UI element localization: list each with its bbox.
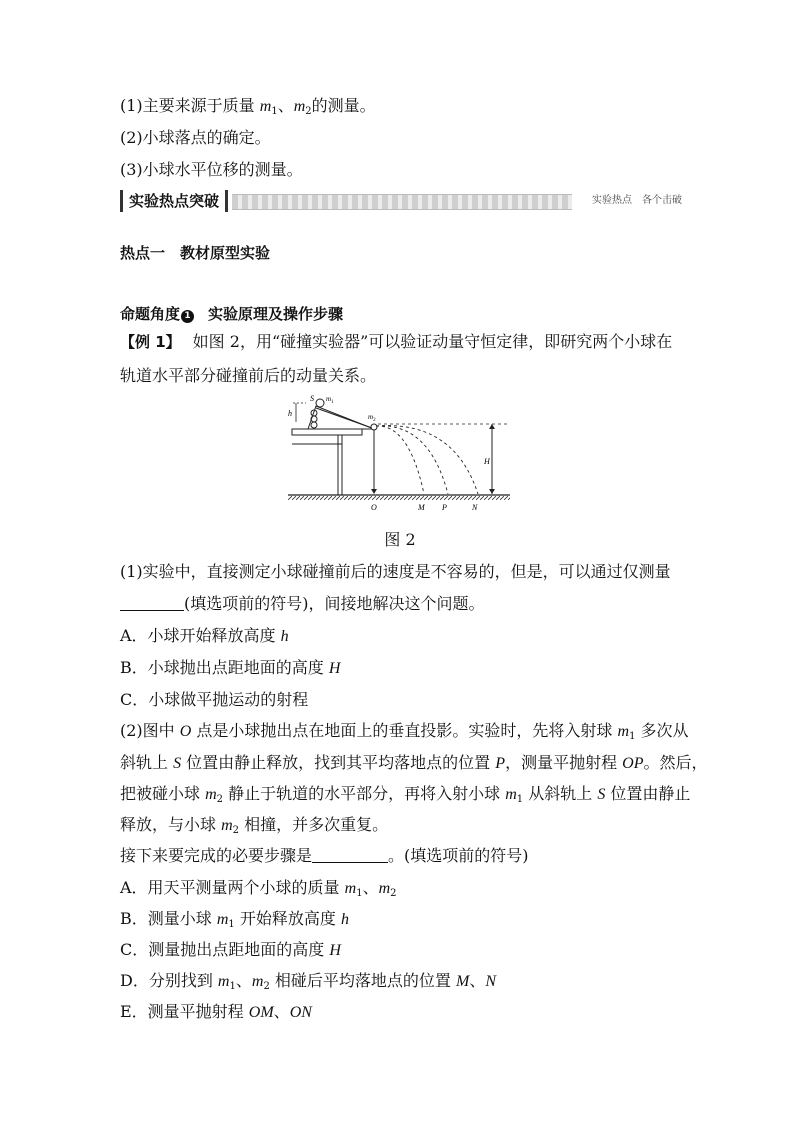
- label-H: H: [484, 457, 490, 466]
- sub: 1: [228, 919, 235, 930]
- var-m: m: [259, 98, 272, 115]
- option-text: A．小球开始释放高度: [120, 626, 281, 645]
- ball-m2: [371, 424, 377, 430]
- var-O: O: [179, 723, 192, 740]
- trajectory-M: [376, 426, 424, 494]
- sub: 1: [516, 794, 524, 805]
- sub: 2: [216, 794, 224, 805]
- answer-blank[interactable]: [312, 846, 388, 863]
- option-text: B．小球抛出点距地面的高度: [120, 658, 329, 677]
- q1-option-b: [120, 658, 340, 679]
- option-text: C．测量抛出点距地面的高度: [120, 940, 330, 959]
- q2-text: (2)图中: [120, 721, 180, 740]
- banner-right-text: 实验热点 各个击破: [592, 195, 682, 206]
- label-m1: $m_1$: [326, 395, 334, 405]
- drop-arrow: [371, 489, 377, 494]
- example-line-1: [120, 332, 672, 352]
- q1-line-2: [120, 594, 485, 614]
- label-h: h: [288, 409, 292, 418]
- var-OM: OM: [248, 1004, 274, 1021]
- q1-line-1: (1)实验中，直接测定小球碰撞前后的速度是不容易的，但是，可以通过仅测量: [120, 562, 671, 581]
- label-P: P: [442, 503, 447, 512]
- sep: 、: [235, 971, 252, 990]
- option-text: 开始释放高度: [234, 909, 341, 928]
- sub: 2: [232, 825, 240, 836]
- sep: 、: [273, 1002, 290, 1021]
- figure-caption: 图 2: [384, 530, 416, 549]
- ramp-track: [316, 408, 372, 428]
- q1-text: (填选项前的符号)，间接地解决这个问题。: [184, 594, 485, 613]
- var-P: P: [495, 755, 506, 772]
- q2-text: ，测量平抛射程: [505, 753, 623, 772]
- label-N: N: [472, 503, 478, 512]
- var-m: m: [293, 98, 306, 115]
- q2-text: 斜轨上: [120, 753, 174, 772]
- var-S: S: [597, 786, 606, 803]
- var-m: m: [221, 817, 233, 834]
- q2-line-5: [120, 846, 529, 866]
- q1-option-c: C．小球做平抛运动的射程: [120, 690, 309, 709]
- q2-text: 从斜轨上: [523, 784, 598, 803]
- var-m: m: [378, 880, 391, 897]
- q1-option-a: [120, 626, 289, 647]
- q2-text: 。然后，: [643, 753, 708, 772]
- var-m: m: [505, 786, 517, 803]
- q2-text: 。(填选项前的符号): [388, 846, 529, 865]
- example-line-2: 轨道水平部分碰撞前后的动量关系。: [120, 366, 377, 385]
- var-m: m: [216, 911, 229, 928]
- option-text: A．用天平测量两个小球的质量: [120, 878, 345, 897]
- var-m: m: [617, 723, 630, 740]
- sub: 2: [263, 981, 270, 992]
- ball-m1: [316, 399, 324, 407]
- var-ON: ON: [289, 1004, 312, 1021]
- sep: 、: [362, 878, 379, 897]
- angle-prefix: 命题角度: [120, 305, 181, 323]
- var-h: h: [280, 628, 289, 645]
- section-banner: [120, 190, 682, 212]
- var-m: m: [344, 880, 357, 897]
- sub: 1: [271, 106, 278, 117]
- q2-option-c: [120, 940, 341, 961]
- example-label: 【例 1】: [120, 333, 181, 351]
- option-text: E．测量平抛射程: [120, 1002, 249, 1021]
- sub: 1: [229, 981, 236, 992]
- var-N: N: [485, 973, 497, 990]
- q2-text: 位置由静止: [605, 784, 691, 803]
- q2-line-3: [120, 784, 690, 805]
- intro-text: (1)主要来源于质量: [120, 96, 260, 115]
- sub: 2: [305, 106, 312, 117]
- intro-line-3: (3)小球水平位移的测量。: [120, 160, 303, 179]
- q2-option-d: [120, 971, 496, 992]
- q2-text: 释放，与小球: [120, 815, 222, 834]
- label-S: S: [310, 394, 314, 403]
- angle-title: 实验原理及操作步骤: [208, 305, 344, 323]
- q2-option-a: [120, 878, 397, 899]
- q2-line-1: [120, 721, 689, 742]
- var-M: M: [456, 973, 470, 990]
- intro-line-1: [120, 96, 376, 117]
- var-h: h: [340, 911, 349, 928]
- ground-hatch: [288, 496, 510, 500]
- var-m: m: [251, 973, 264, 990]
- collision-apparatus-figure: [284, 392, 514, 514]
- q2-option-b: [120, 909, 349, 930]
- q2-line-4: [120, 815, 388, 836]
- H-arrow-head-bottom: [489, 489, 495, 494]
- sub: 2: [390, 888, 397, 899]
- q2-text: 接下来要完成的必要步骤是: [120, 846, 313, 865]
- sep: 、: [277, 96, 294, 115]
- q2-text: 位置由静止释放，找到其平均落地点的位置: [181, 753, 496, 772]
- angle-number: 1: [181, 310, 194, 323]
- q2-text: 点是小球抛出点在地面上的垂直投影。实验时，先将入射球: [191, 721, 618, 740]
- banner-strip: [232, 194, 572, 210]
- example-text: 如图 2，用“碰撞实验器”可以验证动量守恒定律，即研究两个小球在: [192, 332, 673, 351]
- banner-label: 实验热点突破: [120, 190, 228, 212]
- sep: 、: [469, 971, 486, 990]
- q2-option-e: [120, 1002, 312, 1023]
- sub: 1: [629, 731, 636, 742]
- intro-line-2: (2)小球落点的确定。: [120, 128, 271, 147]
- q2-text: 把被碰小球: [120, 784, 206, 803]
- angle-heading: [120, 304, 343, 324]
- option-text: D．分别找到: [120, 971, 218, 990]
- var-H: H: [329, 942, 341, 959]
- q2-text: 静止于轨道的水平部分，再将入射小球: [223, 784, 506, 803]
- trajectory-N: [376, 426, 478, 494]
- option-text: B．测量小球: [120, 909, 217, 928]
- option-text: 相碰后平均落地点的位置: [269, 971, 456, 990]
- H-arrow-head-top: [489, 424, 495, 429]
- var-OP: OP: [622, 755, 644, 772]
- var-m: m: [217, 973, 230, 990]
- q2-text: 多次从: [635, 721, 689, 740]
- intro-text: 的测量。: [311, 96, 376, 115]
- label-M: M: [418, 503, 425, 512]
- table-top: [292, 429, 362, 435]
- label-O: O: [371, 503, 377, 512]
- q2-text: 相撞，并多次重复。: [239, 815, 389, 834]
- answer-blank[interactable]: [120, 594, 184, 611]
- trajectory-P: [376, 426, 448, 494]
- var-S: S: [173, 755, 182, 772]
- sub: 1: [356, 888, 363, 899]
- q2-line-2: [120, 753, 708, 774]
- label-m2: $m_2$: [368, 413, 376, 423]
- support-ring: [311, 422, 317, 428]
- var-H: H: [328, 660, 341, 677]
- hotspot-title: 热点一 教材原型实验: [120, 244, 271, 262]
- var-m: m: [205, 786, 217, 803]
